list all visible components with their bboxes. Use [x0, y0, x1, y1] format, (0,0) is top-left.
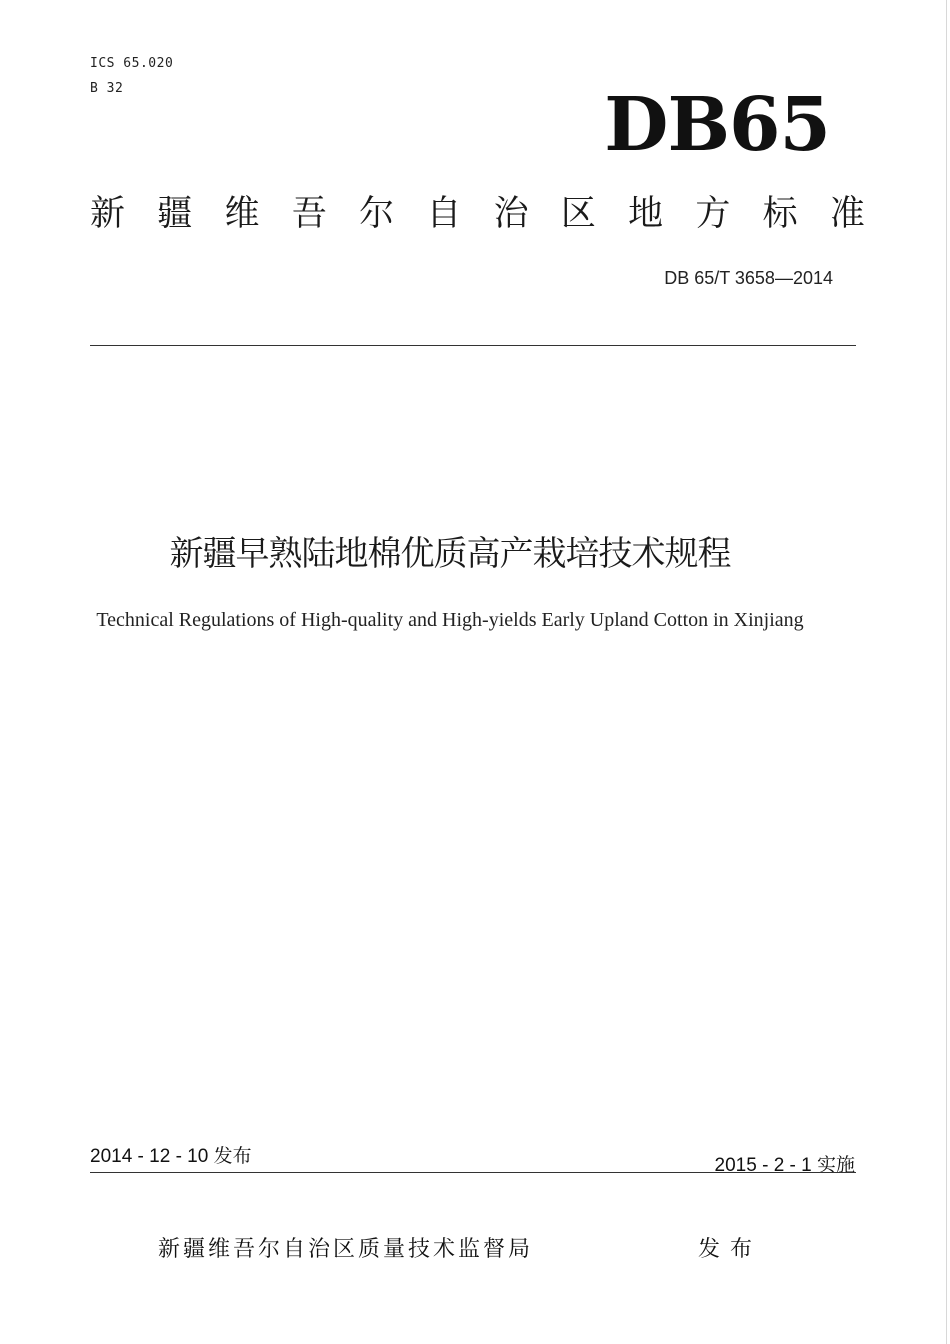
category-char: 维: [224, 194, 260, 234]
footer-divider: [90, 1172, 856, 1173]
issuing-authority: 新疆维吾尔自治区质量技术监督局: [158, 1237, 534, 1262]
document-title-zh: 新疆早熟陆地棉优质高产栽培技术规程: [169, 534, 731, 574]
category-char: 新: [90, 194, 126, 234]
standard-logo: DB65: [604, 82, 830, 168]
category-char: 区: [560, 194, 596, 234]
standard-number: DB 65/T 3658—2014: [664, 268, 833, 288]
scan-edge-line: [946, 0, 947, 1344]
category-char: 方: [695, 194, 731, 234]
category-char: 自: [426, 194, 462, 234]
category-char: 疆: [157, 194, 193, 234]
issue-date: 2014 - 12 - 10 发布: [90, 1146, 252, 1167]
standard-category: [90, 195, 865, 234]
category-char: 标: [762, 194, 798, 234]
category-char: 尔: [359, 194, 395, 234]
ccs-code: B 32: [90, 81, 124, 96]
document-title-en: Technical Regulations of High-quality and High-yields Early Upland Cotton in Xinjiang: [96, 609, 804, 631]
category-char: 治: [493, 194, 529, 234]
ics-code: ICS 65.020: [90, 56, 174, 71]
category-char: 吾: [291, 194, 327, 234]
effective-date: 2015 - 2 - 1 实施: [714, 1155, 855, 1176]
category-char: 地: [628, 194, 664, 234]
issue-label: 发布: [698, 1237, 763, 1262]
header-divider: [90, 345, 856, 346]
category-char: 准: [829, 194, 865, 234]
